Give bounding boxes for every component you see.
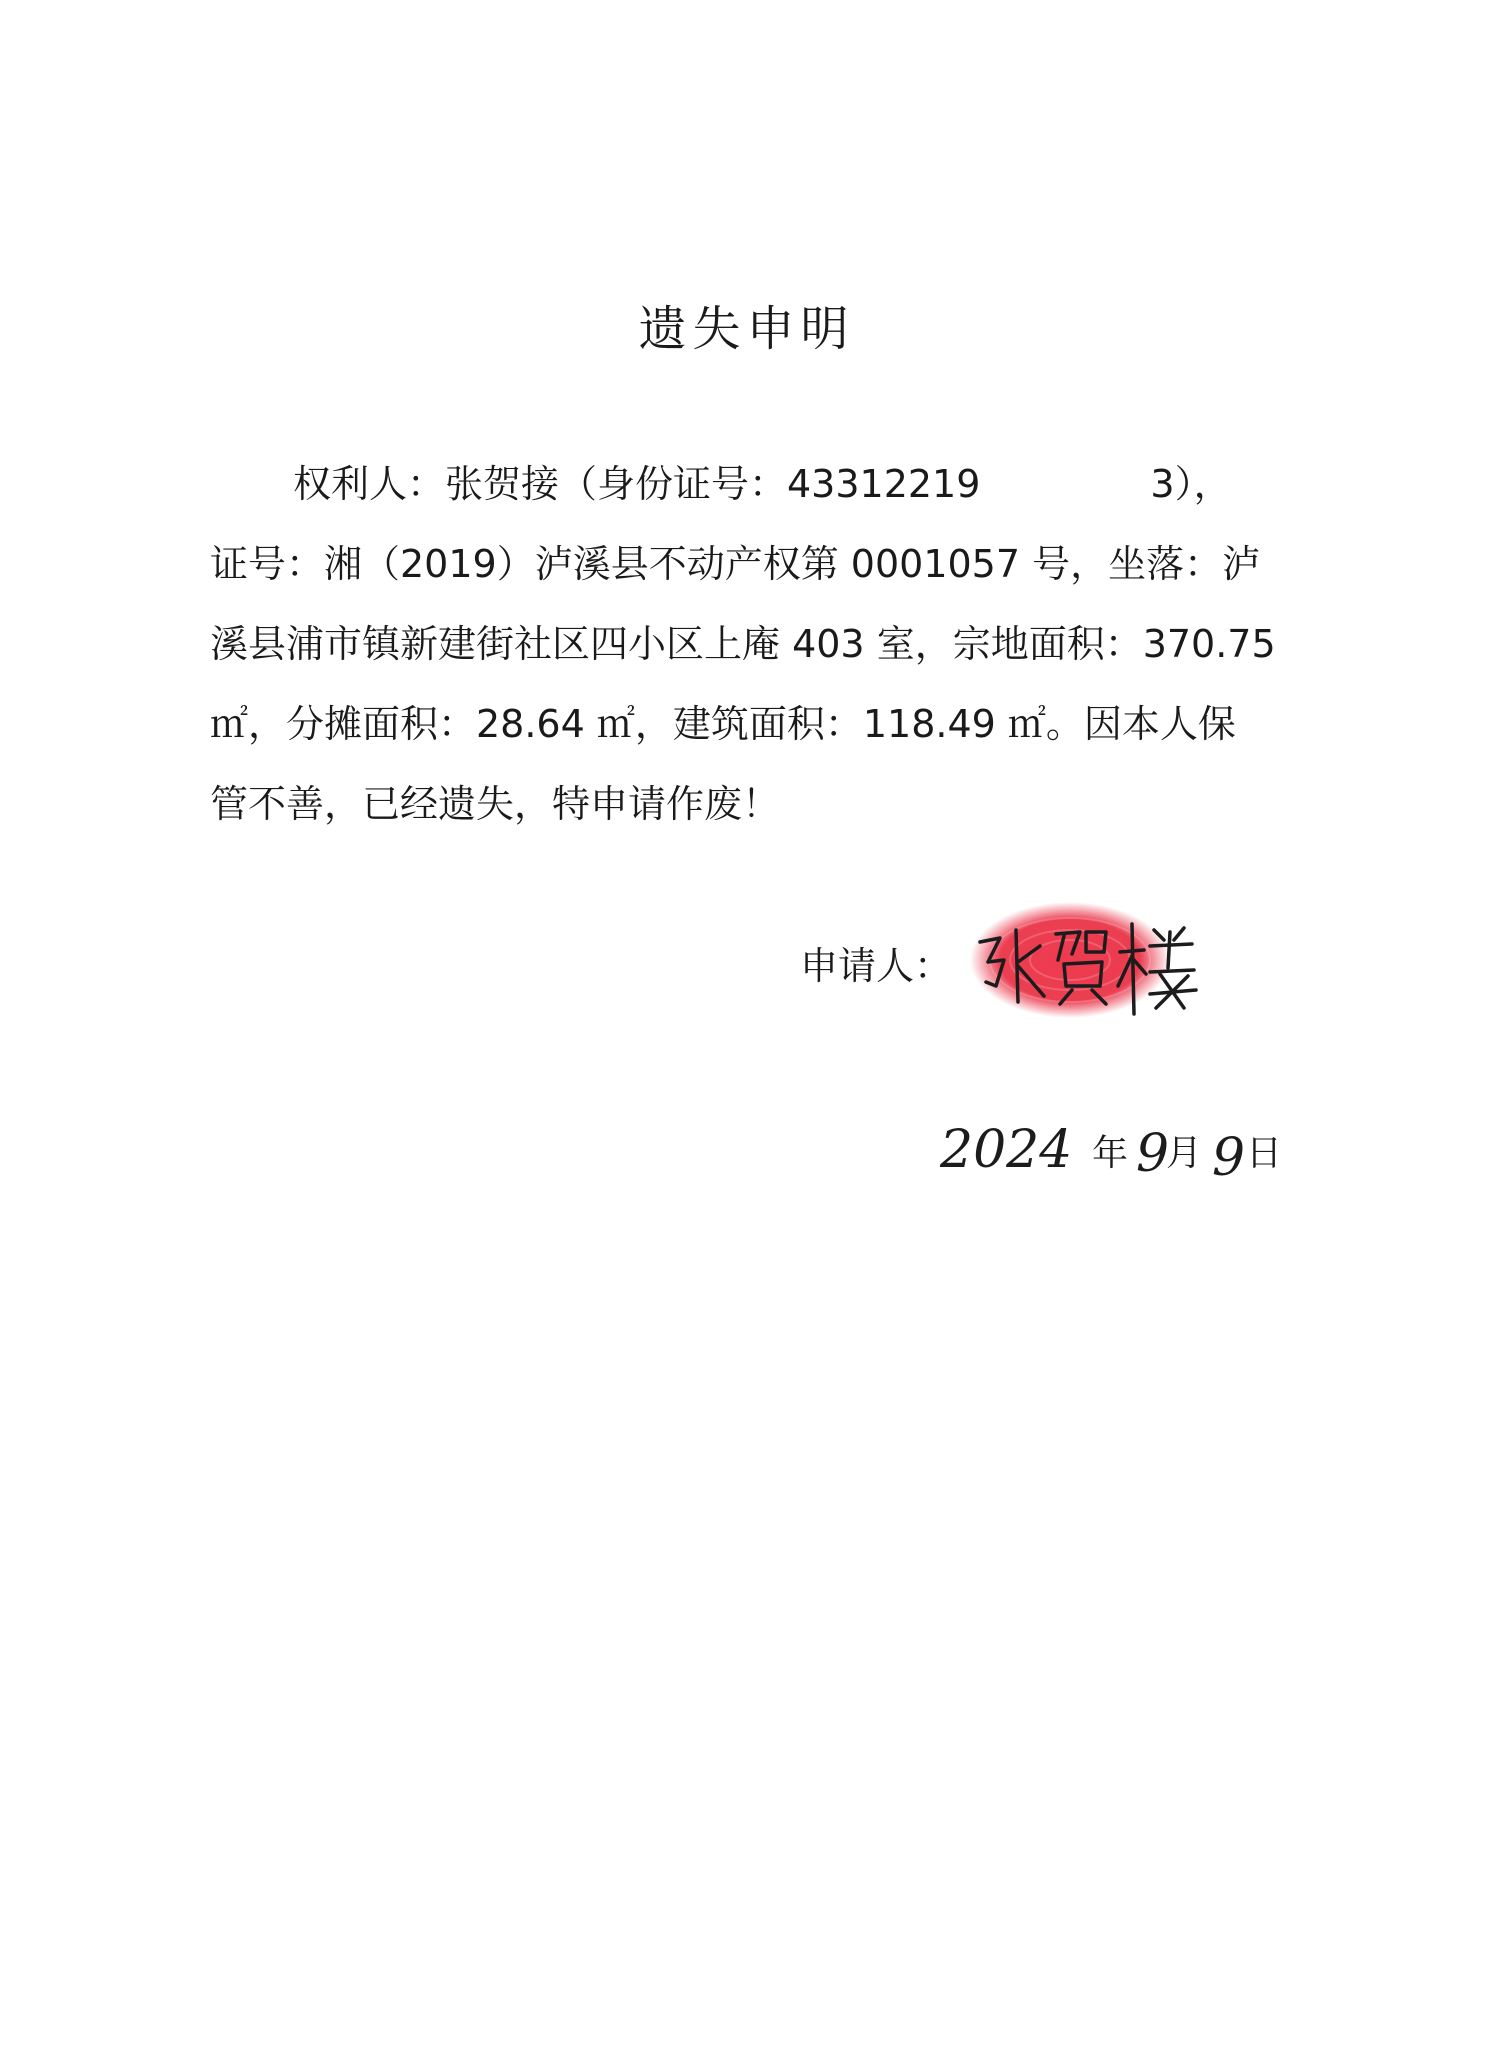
- date-day: 9: [1212, 1128, 1246, 1188]
- body-line-5: 管不善，已经遗失，特申请作废！: [210, 782, 781, 826]
- body-line-2: 证号：湘（2019）泸溪县不动产权第 0001057 号，坐落：泸: [210, 542, 1261, 586]
- body-line-1: [293, 444, 1232, 524]
- body-line-3: 溪县浦市镇新建街社区四小区上庵 403 室，宗地面积：370.75: [210, 622, 1276, 666]
- redacted-id-segment: [980, 467, 1150, 507]
- date-year: 2024: [940, 1120, 1073, 1180]
- body-line-4: ㎡，分摊面积：28.64 ㎡，建筑面积：118.49 ㎡。因本人保: [210, 702, 1236, 746]
- owner-and-id-text: 权利人：张贺接（身份证号：43312219: [293, 462, 981, 506]
- id-suffix-text: 3），: [1150, 462, 1232, 506]
- date-day-label: 日: [1246, 1133, 1283, 1174]
- document-title: 遗失申明: [638, 301, 855, 357]
- applicant-label: 申请人：: [800, 944, 953, 988]
- signature-with-fingerprint: [960, 890, 1220, 1040]
- date-month: 9: [1136, 1124, 1170, 1184]
- date-month-label: 月: [1166, 1133, 1203, 1174]
- date-year-label: 年: [1092, 1133, 1129, 1174]
- handwritten-date: [930, 1095, 1290, 1205]
